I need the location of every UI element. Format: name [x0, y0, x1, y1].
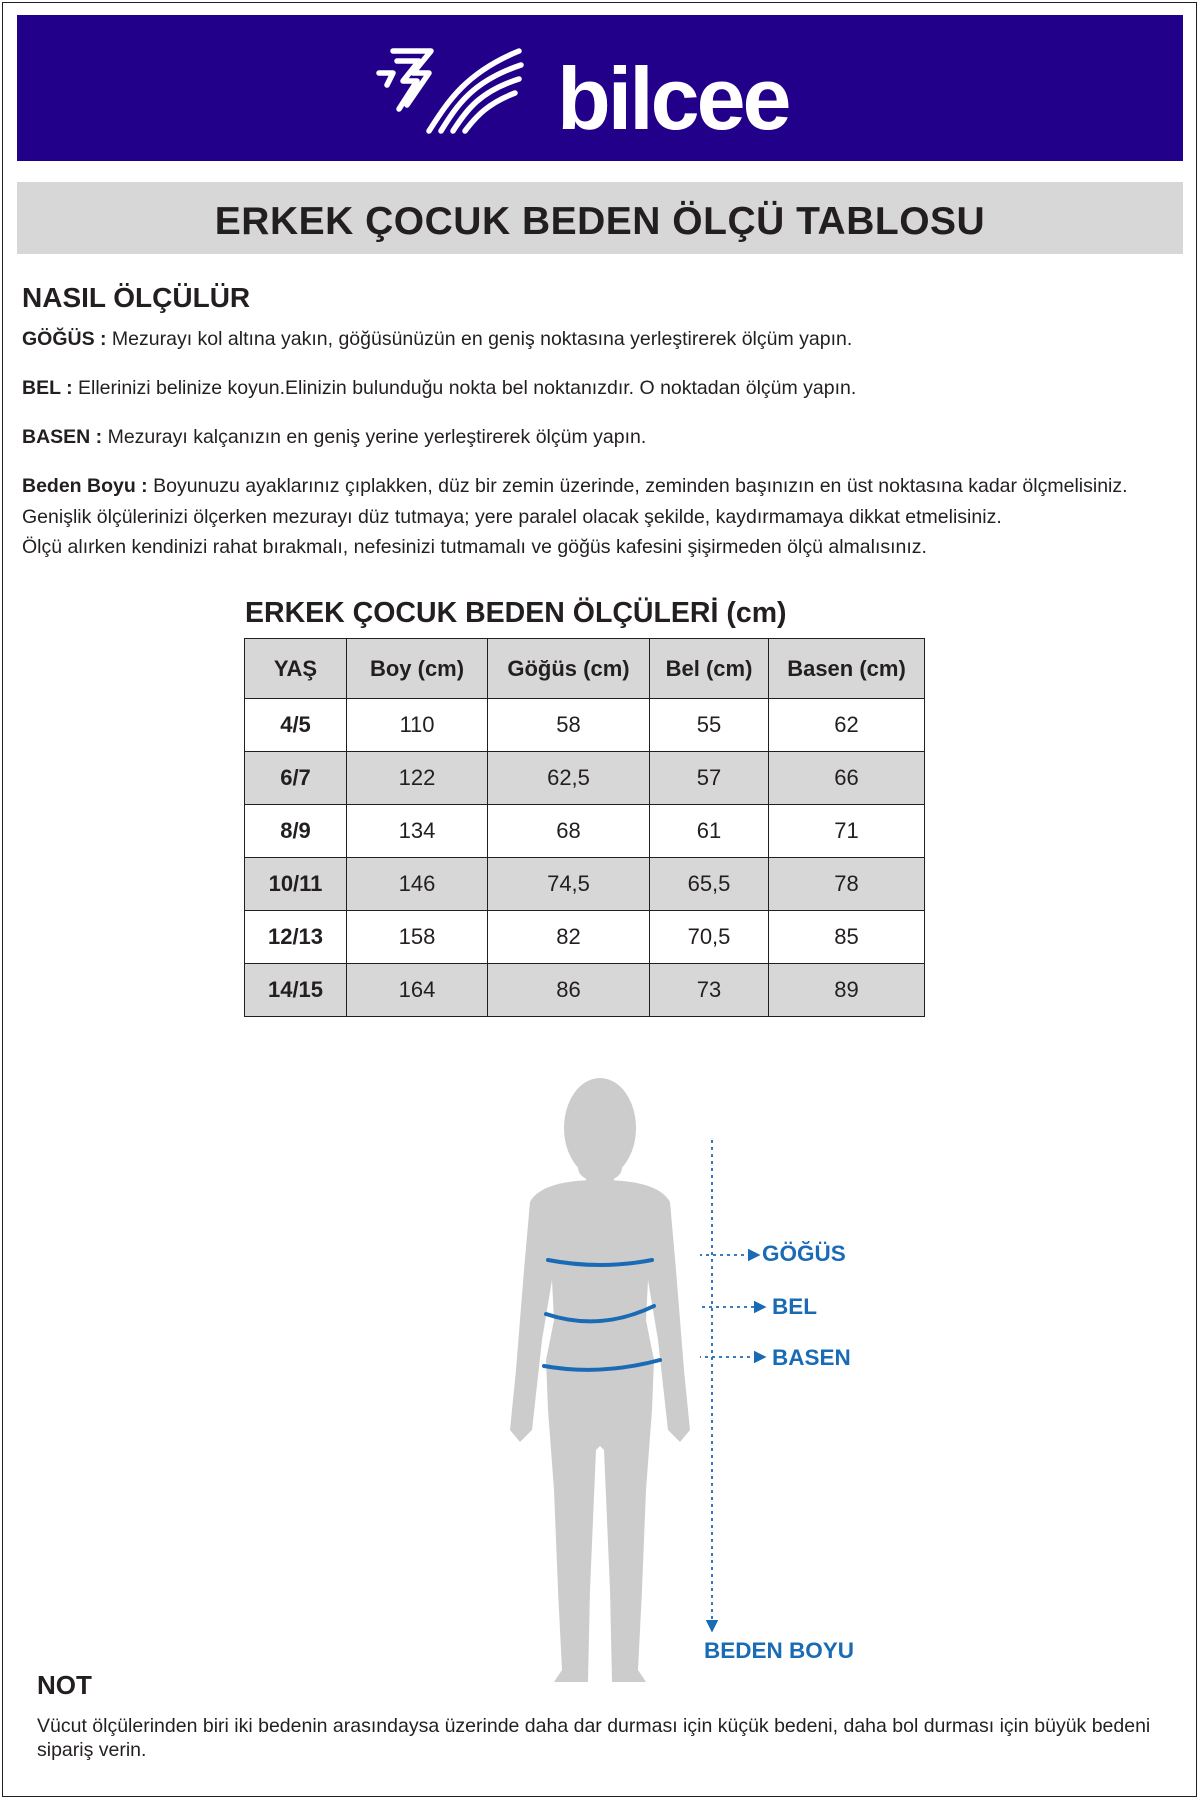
cell-waist: 65,5: [650, 858, 769, 911]
cell-chest: 58: [488, 699, 650, 752]
cell-hip: 89: [769, 964, 925, 1017]
waist-instruction: [22, 377, 856, 400]
height-instruction: [22, 475, 1128, 498]
cell-chest: 82: [488, 911, 650, 964]
cell-waist: 57: [650, 752, 769, 805]
measurement-guide-lines: [700, 1140, 860, 1640]
width-instruction: Genişlik ölçülerinizi ölçerken mezurayı düz tutmaya; yere paralel olacak şekilde, kaydırmamaya dikkat etmelisiniz.: [22, 506, 1002, 528]
cell-height: 164: [347, 964, 488, 1017]
height-text: Boyunuzu ayaklarınız çıplakken, düz bir zemin üzerinde, zeminden başınızın en üst noktasına kadar ölçmelisiniz.: [147, 475, 1128, 497]
cell-hip: 62: [769, 699, 925, 752]
cell-waist: 61: [650, 805, 769, 858]
table-row: [245, 699, 925, 752]
brand-header: [17, 15, 1183, 161]
page-title: ERKEK ÇOCUK BEDEN ÖLÇÜ TABLOSU: [214, 200, 986, 243]
cell-waist: 73: [650, 964, 769, 1017]
table-header-row: [245, 639, 925, 699]
chest-measure-label: GÖĞÜS: [762, 1241, 846, 1266]
height-label: Beden Boyu :: [22, 475, 148, 497]
cell-chest: 68: [488, 805, 650, 858]
cell-chest: 74,5: [488, 858, 650, 911]
table-row: [245, 964, 925, 1017]
header-age: YAŞ: [245, 639, 347, 699]
cell-waist: 70,5: [650, 911, 769, 964]
header-chest: Göğüs (cm): [488, 639, 650, 699]
table-row: [245, 911, 925, 964]
cell-hip: 85: [769, 911, 925, 964]
header-height: Boy (cm): [347, 639, 488, 699]
note-heading: NOT: [37, 1670, 92, 1700]
cell-age: 6/7: [245, 752, 347, 805]
cell-hip: 78: [769, 858, 925, 911]
waist-text: Ellerinizi belinize koyun.Elinizin bulunduğu nokta bel noktanızdır. O noktadan ölçüm yapın.: [72, 377, 857, 399]
hip-text: Mezurayı kalçanızın en geniş yerine yerleştirerek ölçüm yapın.: [102, 426, 647, 448]
cell-age: 12/13: [245, 911, 347, 964]
cell-height: 122: [347, 752, 488, 805]
cell-age: 4/5: [245, 699, 347, 752]
chest-instruction: [22, 328, 852, 351]
header-waist: Bel (cm): [650, 639, 769, 699]
cell-height: 134: [347, 805, 488, 858]
hip-label: BASEN :: [22, 426, 103, 448]
chest-label: GÖĞÜS :: [22, 328, 107, 350]
cell-chest: 62,5: [488, 752, 650, 805]
waist-measure-label: BEL: [772, 1294, 817, 1319]
how-to-heading: NASIL ÖLÇÜLÜR: [22, 282, 251, 313]
chest-text: Mezurayı kol altına yakın, göğüsünüzün en geniş noktasına yerleştirerek ölçüm yapın.: [106, 328, 853, 350]
cell-height: 158: [347, 911, 488, 964]
cell-age: 10/11: [245, 858, 347, 911]
cell-age: 8/9: [245, 805, 347, 858]
note-text: Vücut ölçülerinden biri iki bedenin arasındaysa üzerinde daha dar durması için küçük bedeni, daha bol durması için büyük bedeni sipariş verin.: [37, 1715, 1151, 1761]
table-row: [245, 752, 925, 805]
waist-label: BEL :: [22, 377, 73, 399]
size-table: [244, 638, 925, 1017]
child-silhouette-icon: [500, 1070, 700, 1710]
height-measure-label: BEDEN BOYU: [704, 1638, 855, 1663]
header-hip: Basen (cm): [769, 639, 925, 699]
cell-height: 146: [347, 858, 488, 911]
brand-name: bilcee: [557, 49, 789, 148]
wing-logo-icon: [369, 43, 539, 143]
relax-instruction: Ölçü alırken kendinizi rahat bırakmalı, nefesinizi tutmamalı ve göğüs kafesini şişirmeden ölçü almalısınız.: [22, 536, 927, 558]
cell-age: 14/15: [245, 964, 347, 1017]
cell-chest: 86: [488, 964, 650, 1017]
cell-hip: 71: [769, 805, 925, 858]
hip-instruction: [22, 426, 646, 449]
cell-hip: 66: [769, 752, 925, 805]
hip-measure-label: BASEN: [772, 1345, 851, 1370]
table-title: ERKEK ÇOCUK BEDEN ÖLÇÜLERİ (cm): [245, 597, 787, 629]
title-bar: [17, 182, 1183, 254]
cell-height: 110: [347, 699, 488, 752]
table-row: [245, 858, 925, 911]
table-row: [245, 805, 925, 858]
cell-waist: 55: [650, 699, 769, 752]
